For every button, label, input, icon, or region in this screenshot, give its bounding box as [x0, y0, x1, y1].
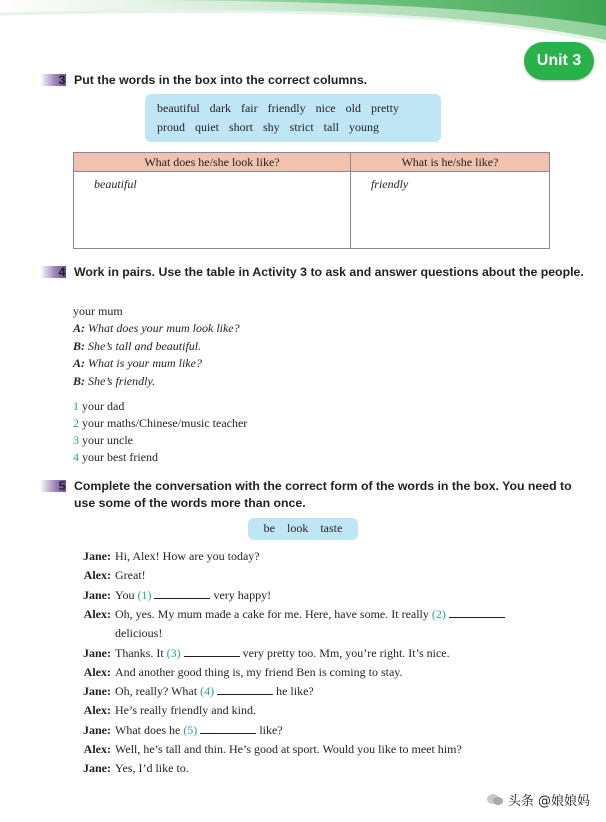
model-topic: your mum: [73, 304, 123, 318]
dialogue-text: And another good thing is, my friend Ben is coming to stay.: [115, 664, 403, 679]
answer-blank: [217, 683, 273, 695]
box-word: quiet: [195, 120, 219, 134]
list-item-number: 2: [73, 416, 79, 430]
list-item-number: 4: [73, 450, 79, 464]
watermark: [486, 790, 590, 809]
model-line: [73, 338, 201, 355]
answer-blank: [154, 587, 210, 599]
gap-number: (1): [137, 587, 152, 602]
word-box-row-2: [157, 120, 453, 135]
list-item-text: your maths/Chinese/music teacher: [82, 416, 248, 430]
dialogue-speaker: Alex:: [83, 742, 111, 756]
gap-number: (3): [166, 645, 181, 660]
box-word: dark: [209, 101, 231, 115]
gap-number: (2): [431, 606, 446, 621]
model-speaker: A:: [73, 321, 85, 335]
table-header-like: What is he/she like?: [350, 153, 549, 172]
model-text: What is your mum like?: [88, 356, 202, 370]
verb-box: [248, 518, 358, 540]
dialogue-text-continued: delicious!: [115, 626, 163, 641]
model-speaker: A:: [73, 356, 85, 370]
list-item: [73, 449, 158, 466]
dialogue-speaker: Alex:: [83, 568, 111, 583]
list-item-text: your dad: [82, 399, 125, 413]
dialogue-speaker: Jane:: [83, 684, 111, 699]
header-band: [0, 0, 606, 70]
answer-blank: [200, 722, 256, 734]
dialogue-speaker: Jane:: [83, 549, 111, 563]
dialogue-text: You (1) very happy!: [115, 587, 272, 602]
box-word: pretty: [370, 101, 399, 115]
unit-badge: Unit 3: [524, 42, 594, 80]
activity-5-heading: [40, 478, 600, 512]
list-item: [73, 432, 133, 449]
table-cell-look-example: beautiful: [74, 172, 351, 249]
list-item-text: your uncle: [82, 433, 133, 447]
list-item-number: 1: [73, 399, 79, 413]
model-line: [73, 320, 240, 337]
box-word: nice: [315, 101, 336, 115]
watermark-text: 头条 @娘娘妈: [507, 794, 590, 809]
table-header-look: What does he/she look like?: [74, 153, 351, 172]
gap-number: (4): [200, 684, 215, 699]
list-item: [73, 398, 124, 415]
header-swoosh: [0, 0, 606, 70]
box-word: beautiful: [157, 101, 200, 115]
box-word: old: [345, 101, 361, 115]
chat-bubble-icon: [486, 791, 504, 809]
model-line: [73, 373, 155, 390]
box-word: young: [349, 120, 379, 134]
list-item-number: 3: [73, 433, 79, 447]
dialogue-text: Well, he’s tall and thin. He’s good at sport. Would you like to meet him?: [115, 742, 462, 756]
model-line: [73, 355, 202, 372]
dialogue-speaker: Alex:: [83, 664, 111, 679]
box-word: strict: [289, 120, 314, 134]
box-word: fair: [240, 101, 258, 115]
dialogue-text: Yes, I’d like to.: [115, 761, 189, 776]
table-cell-like-example: friendly: [350, 172, 549, 249]
word-box: [145, 94, 441, 142]
box-word: be: [263, 521, 275, 535]
activity-number: 3: [58, 73, 66, 87]
dialogue-text: Oh, yes. My mum made a cake for me. Here, have some. It really (2): [115, 606, 555, 623]
model-text: She’s friendly.: [88, 373, 156, 388]
word-box-row-1: [157, 101, 453, 116]
activity-number: 4: [58, 265, 66, 279]
dialogue-text: Oh, really? What (4) he like?: [115, 684, 314, 699]
dialogue-text: Thanks. It (3) very pretty too. Mm, you’re right. It’s nice.: [115, 645, 450, 660]
activity-instruction: Put the words in the box into the correct columns.: [74, 73, 368, 87]
box-word: shy: [263, 120, 280, 134]
answer-blank: [449, 606, 505, 618]
activity-3-heading: [40, 72, 600, 89]
box-word: tall: [323, 120, 339, 134]
dialogue-text: Hi, Alex! How are you today?: [115, 549, 260, 563]
model-speaker: B:: [73, 373, 85, 388]
box-word: proud: [157, 120, 185, 134]
dialogue-speaker: Jane:: [83, 645, 111, 660]
activity-instruction: Complete the conversation with the correct form of the words in the box. You need to use some of the words more than once.: [74, 479, 572, 510]
dialogue-speaker: Jane:: [83, 761, 111, 776]
box-word: taste: [320, 521, 343, 535]
gap-number: (5): [183, 722, 198, 737]
dialogue-speaker: Jane:: [83, 722, 111, 737]
verb-box-row: [248, 521, 358, 536]
dialogue-speaker: Jane:: [83, 587, 111, 602]
dialogue-speaker: Alex:: [83, 606, 111, 621]
answer-blank: [184, 645, 240, 657]
list-item: [73, 415, 247, 432]
dialogue-text: What does he (5) like?: [115, 722, 283, 737]
dialogue-speaker: Alex:: [83, 703, 111, 718]
dialogue-text: He’s really friendly and kind.: [115, 703, 256, 718]
activity-4-heading: [40, 264, 600, 298]
list-item-text: your best friend: [82, 450, 158, 464]
model-speaker: B:: [73, 338, 85, 353]
model-text: What does your mum look like?: [88, 321, 240, 335]
dialogue-text: Great!: [115, 568, 146, 583]
box-word: short: [229, 120, 253, 134]
box-word: look: [286, 521, 309, 535]
activity-instruction: Work in pairs. Use the table in Activity 3 to ask and answer questions about the people.: [74, 265, 584, 279]
columns-table: [73, 152, 550, 249]
model-text: She’s tall and beautiful.: [88, 338, 202, 353]
activity-number: 5: [58, 479, 66, 493]
box-word: friendly: [267, 101, 306, 115]
